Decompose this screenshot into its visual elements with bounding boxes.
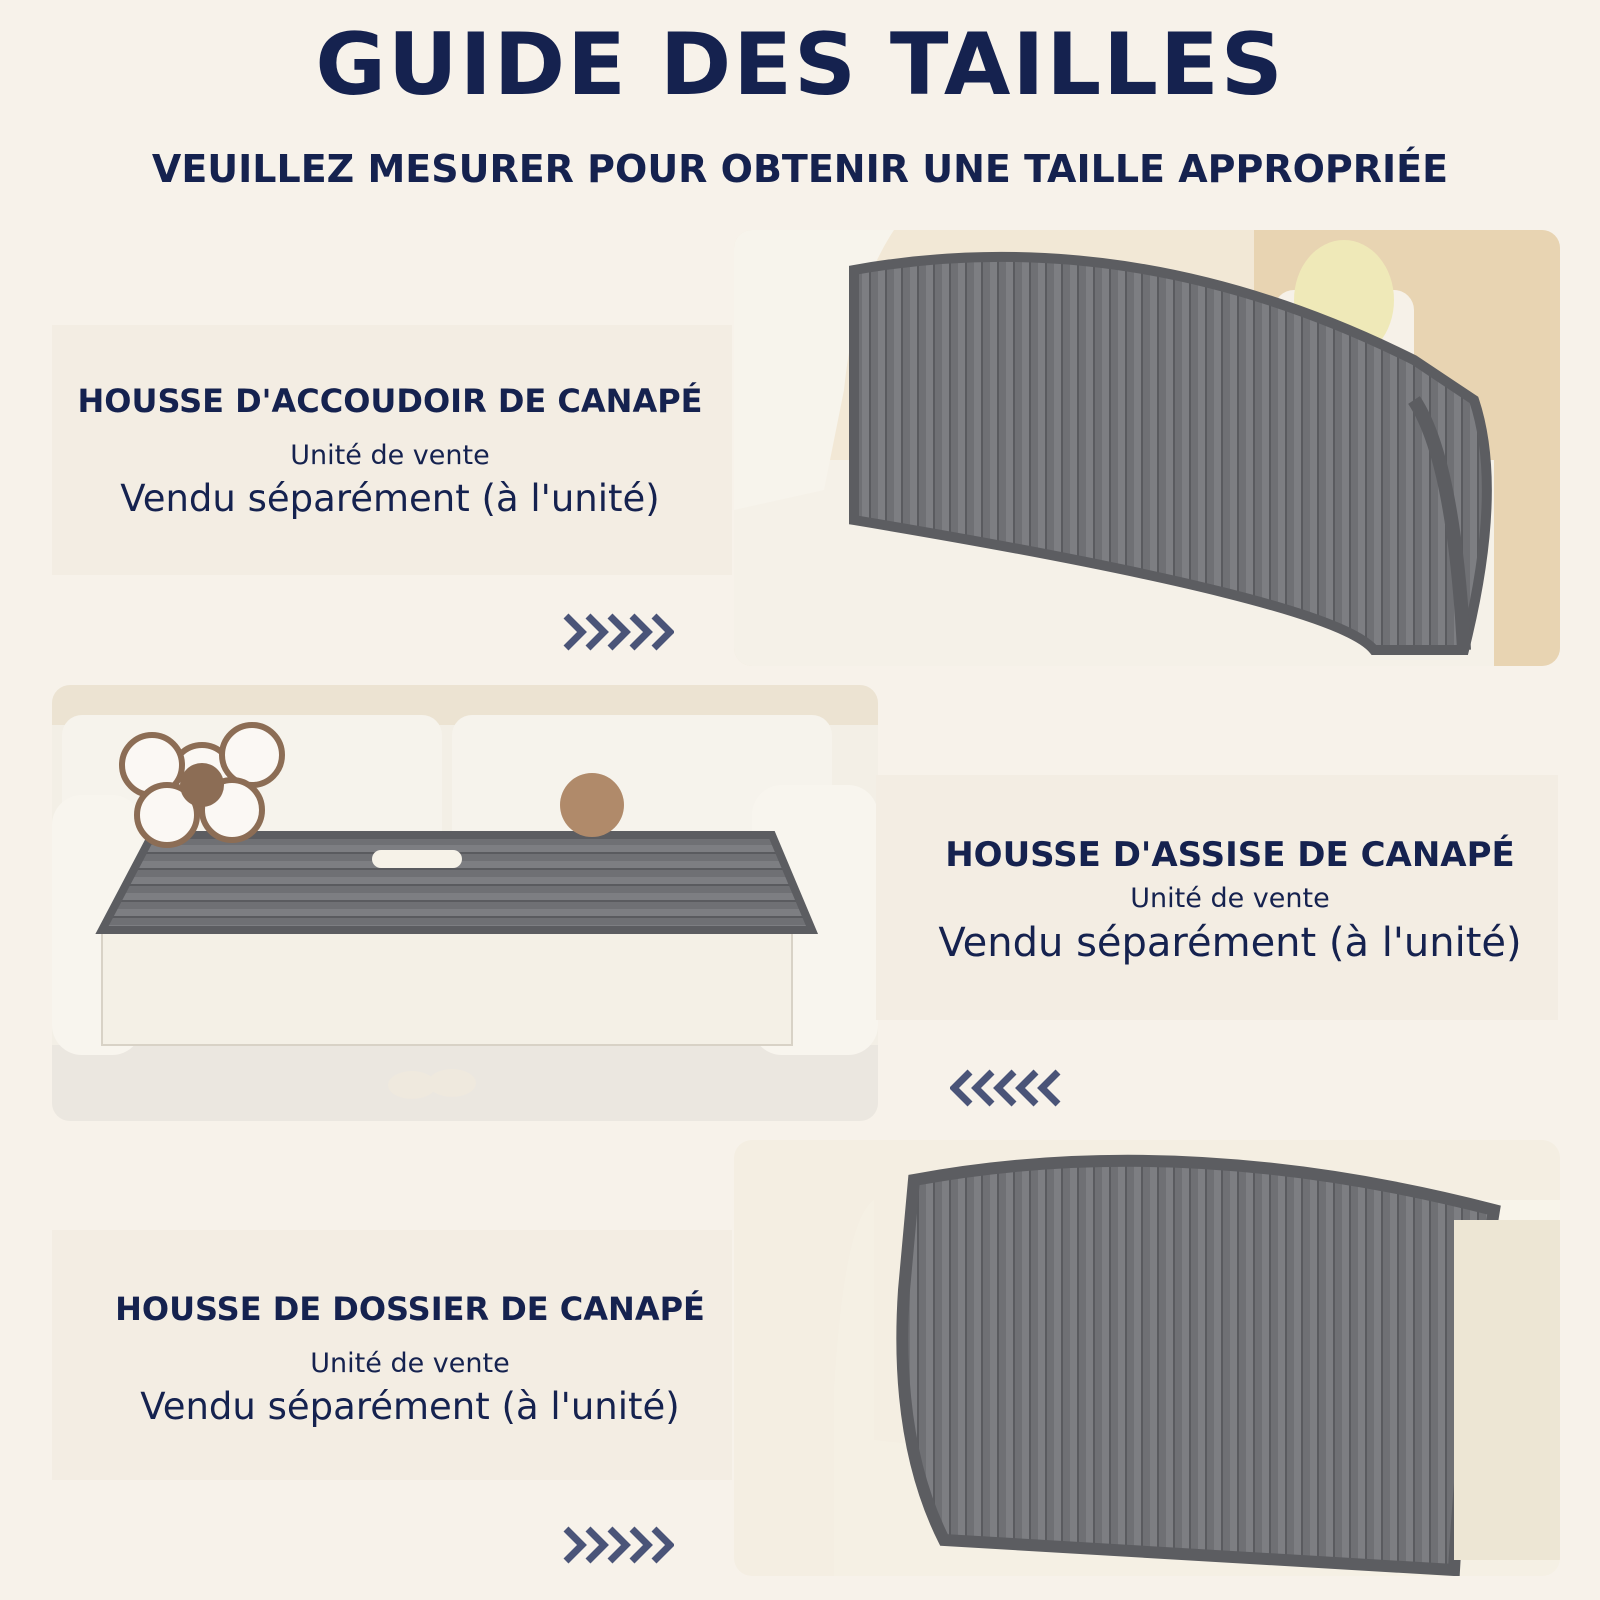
section-heading: HOUSSE D'ASSISE DE CANAPÉ xyxy=(945,835,1515,875)
unit-label: Unité de vente xyxy=(290,440,490,471)
section-backrest xyxy=(60,1290,760,1428)
section-seat xyxy=(880,835,1580,966)
backrest-cover-photo xyxy=(734,1140,1560,1576)
unit-label: Unité de vente xyxy=(1130,883,1330,914)
section-heading: HOUSSE DE DOSSIER DE CANAPÉ xyxy=(115,1290,705,1328)
unit-label: Unité de vente xyxy=(310,1348,510,1379)
section-heading: HOUSSE D'ACCOUDOIR DE CANAPÉ xyxy=(77,382,703,420)
armrest-cover-photo xyxy=(734,230,1560,666)
section-armrest xyxy=(40,382,740,520)
chevrons-right-icon xyxy=(562,612,674,652)
sold-separately-text: Vendu séparément (à l'unité) xyxy=(938,920,1522,966)
sold-separately-text: Vendu séparément (à l'unité) xyxy=(120,477,660,520)
sold-separately-text: Vendu séparément (à l'unité) xyxy=(140,1385,680,1428)
chevrons-right-icon xyxy=(562,1525,674,1565)
chevrons-left-icon xyxy=(950,1068,1062,1108)
page-title: GUIDE DES TAILLES xyxy=(315,15,1285,115)
seat-cover-photo xyxy=(52,685,878,1121)
page-subtitle: VEUILLEZ MESURER POUR OBTENIR UNE TAILLE APPROPRIÉE xyxy=(151,147,1449,191)
